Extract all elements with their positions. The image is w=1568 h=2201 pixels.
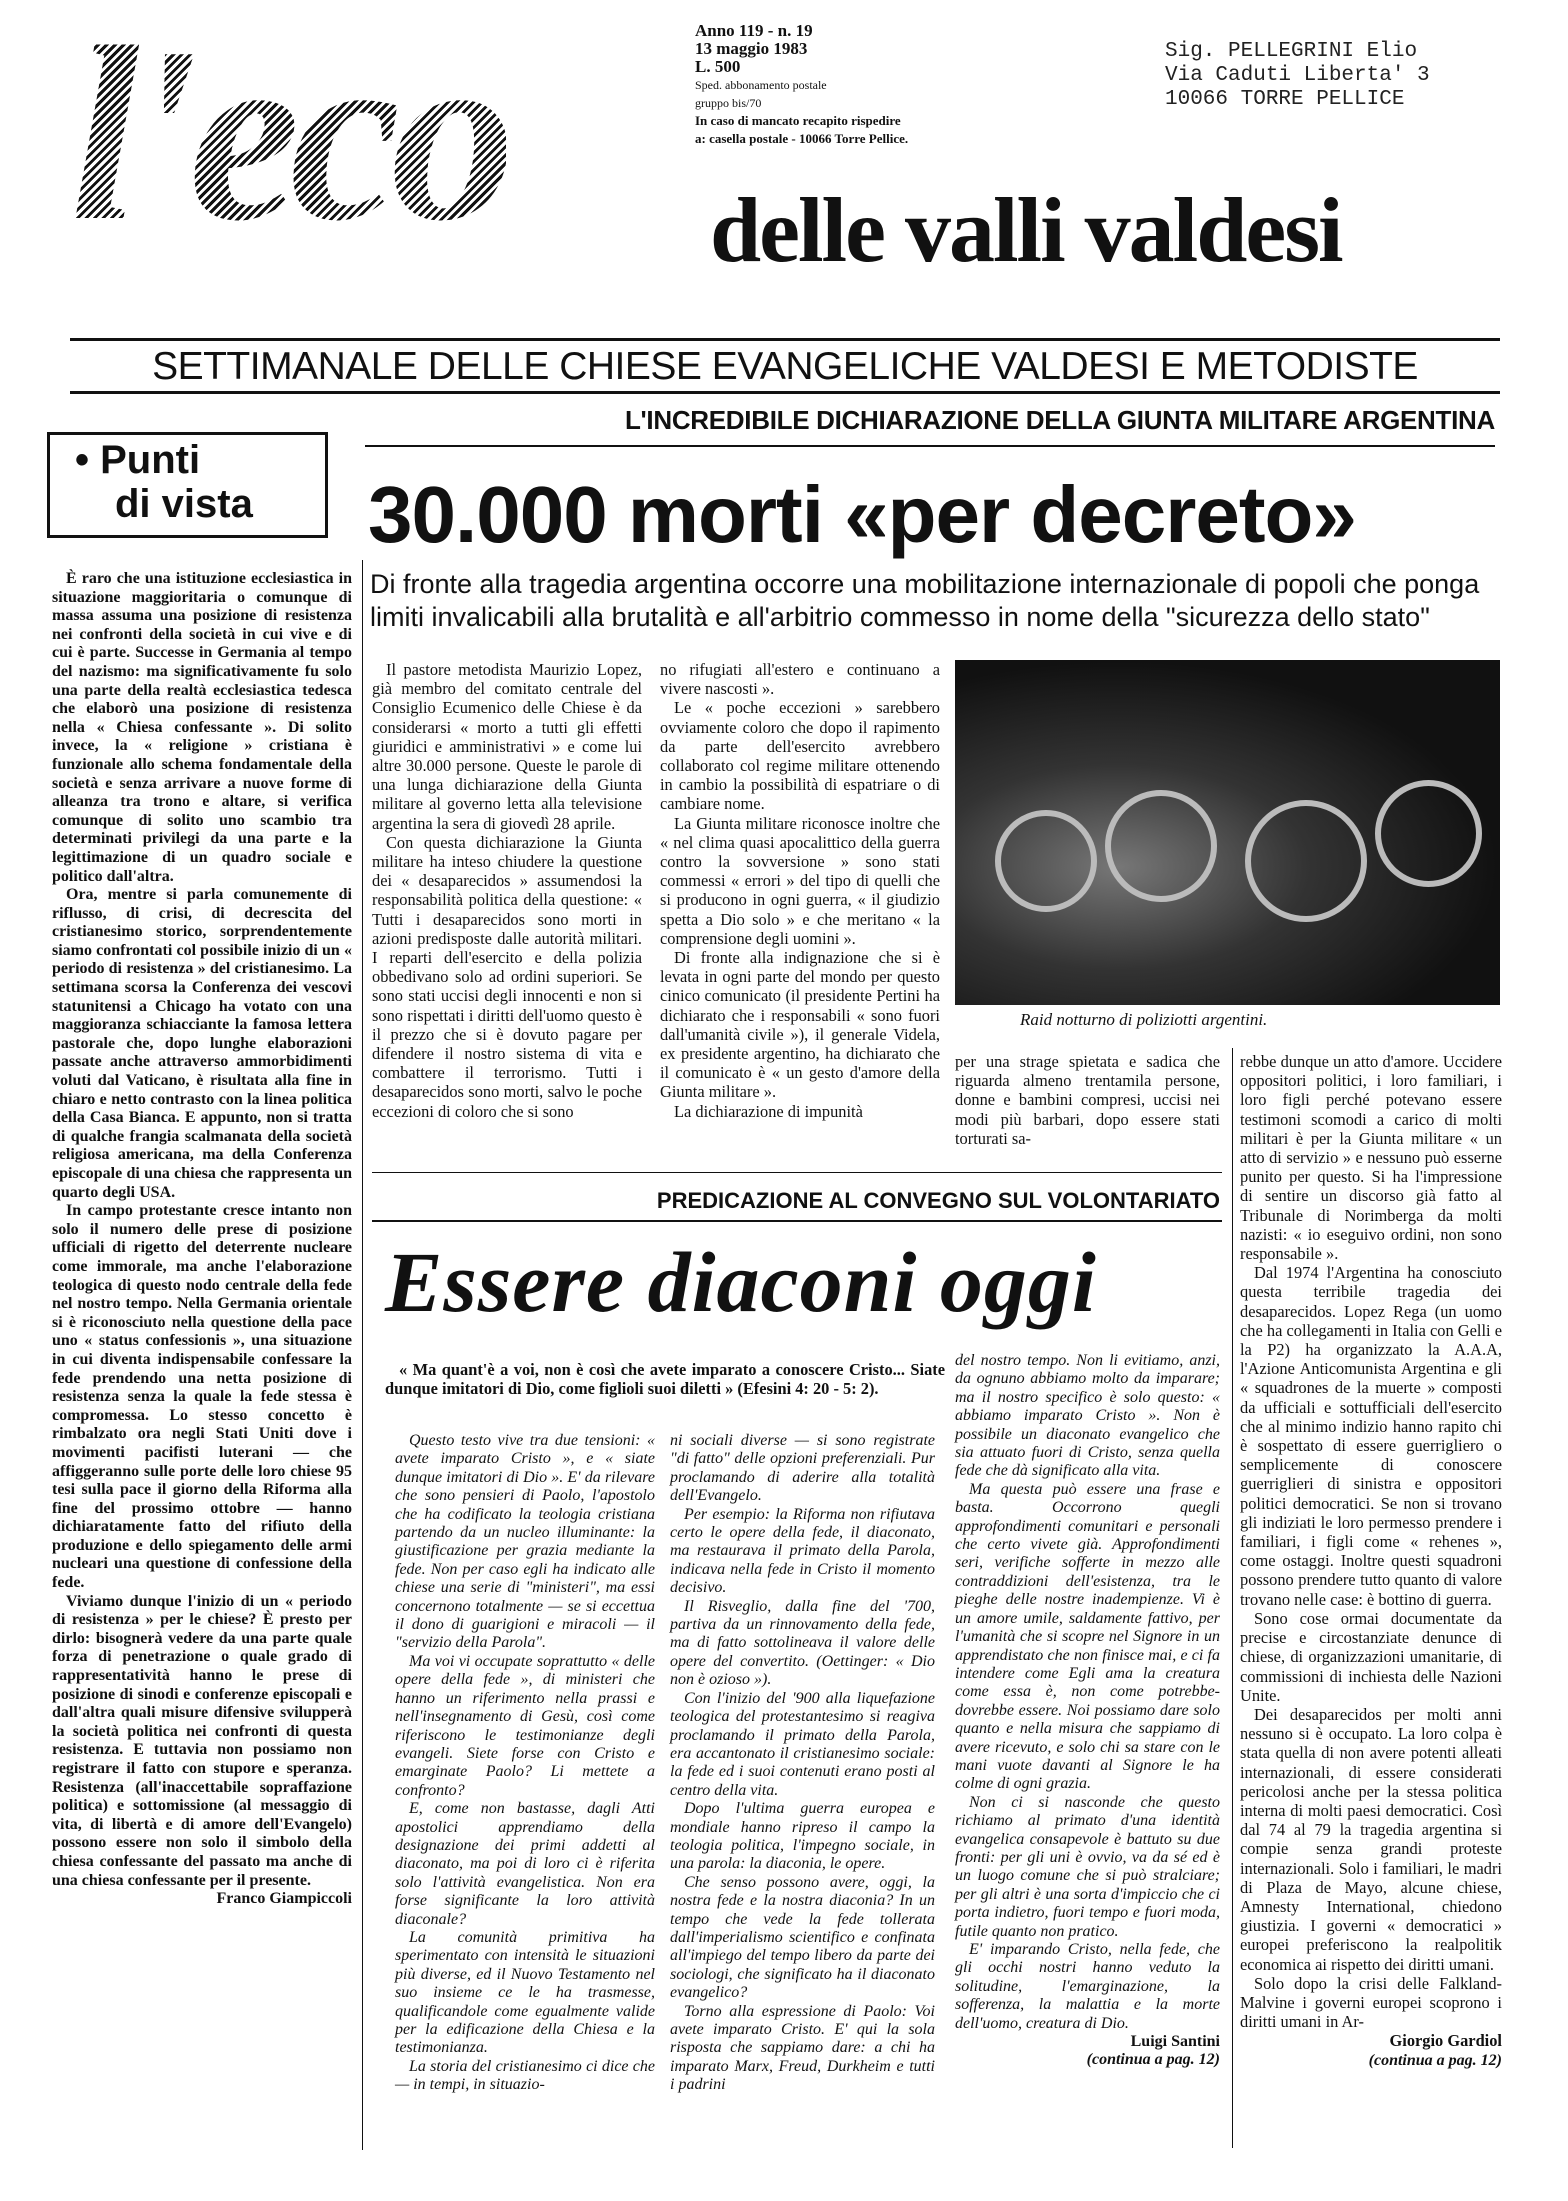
article1-col4 <box>1240 1052 1502 2070</box>
article2-paragraph: E' imparando Cristo, nella fede, che gli occhi nostri hanno veduto la solitudine, l'emarginazione, la sofferenza, la malattia e la morte dell'uomo, creatura di Dio. <box>955 1941 1220 2032</box>
article2-col1 <box>395 1432 655 2095</box>
article2-paragraph: Questo testo vive tra due tensioni: « avete imparato Cristo », e « siate dunque imitatori di Dio ». E' da rilevare che sono pensieri di Paolo, l'apostolo che ha codificato la teologia cristiana partendo da un nucleo illuminante: la giustificazione per grazia mediante la fede. Non per caso egli ha indicato alle chiese una serie di "ministeri", ma essi concernono totalmente — se si eccettua il dono di guarigioni e miracoli — il "servizio della Parola". <box>395 1432 655 1652</box>
issue-return-1: In caso di mancato recapito rispedire <box>695 113 901 128</box>
article2-paragraph: Ma questa può essere una frase e basta. Occorrono quegli approfondimenti comunitari e personali che certo vivete già. Approfondimenti seri, verifiche sofferte in mezzo alle contraddizioni dell'esistenza, tra le pieghe delle nostre inadempienze. Vi è un amore umile, saldamente fattivo, per l'umanità che si scopre nel Signore in un apprendistato che non finisce mai, e ci fa intendere come Egli ama la creatura come essa è, non come potrebbe-dovrebbe essere. Noi possiamo dare solo quanto e nella misura che sappiamo di avere ricevuto, e solo chi sa stare con le mani vuote davanti al Signore le ha colme di ogni grazia. <box>955 1480 1220 1793</box>
article1-continued: (continua a pag. 12) <box>1368 2051 1502 2069</box>
article1-paragraph: Solo dopo la crisi delle Falkland-Malvine i governi europei scoprono i diritti umani in Ar- <box>1240 1973 1502 2032</box>
pv-paragraph: In campo protestante cresce intanto non solo il numero delle prese di posizione ufficiali di rigetto del deterrente nucleare come immorale, ma anche l'elaborazione teologica di questo nodo centrale della fede nel nostro tempo. Nella Germania orientale si è riconosciuto nella questione della pace uno « status confessionis », una situazione in cui diventa indispensabile confessare la fede prendendo una netta posizione di resistenza senza la quale la fede stessa è compromessa. Lo stesso concetto è rimbalzato ora negli Stati Uniti dove i movimenti pacifisti luterani — che affiggeranno sulle porte delle loro chiese 95 tesi sulla pace il giorno della Riforma alla fine del prossimo ottobre — hanno dichiaratamente fatto del rifiuto della produzione e dello spiegamento delle armi nucleari una questione di confessione della fede. <box>52 1202 352 1592</box>
article1-paragraph: Sono cose ormai documentate da precise e circostanziate denunce di chiese, di organizzazioni umanitarie, di commissioni di inchiesta delle Nazioni Unite. <box>1240 1608 1502 1705</box>
article2-paragraph: Il Risveglio, dalla fine del '700, partiva da un rinnovamento della fede, ma di fatto sottolineava il valore delle opere del convertito. (Oettinger: « Dio non è ozioso »). <box>670 1597 935 1689</box>
pv-paragraph: Viviamo dunque l'inizio di un « periodo di resistenza » per le chiese? È presto per dirlo: bisognerà vedere da una parte quale forza di penetrazione o quale grado di rappresentatività hanno le prese di posizione di sinodi e conferenze episcopali e dall'altra quali misure difensive svilupperà la società politica nei confronti di questa resistenza. E tuttavia non possiamo non registrare il fatto con stupore e speranza. Resistenza (all'inaccettabile sopraffazione politica) e sottomissione (al messaggio di vita, di libertà e di amore dell'Evangelo) possono essere non solo il simbolo della chiesa confessante del passato ma anche di una chiesa confessante per il presente. <box>52 1592 352 1889</box>
issue-price: L. 500 <box>695 57 741 76</box>
article2-col2 <box>670 1432 935 2095</box>
article2-col3 <box>955 1352 1220 2070</box>
issue-info <box>695 22 908 148</box>
article1-paragraph: La dichiarazione di impunità <box>674 1101 863 1121</box>
article2-kicker: PREDICAZIONE AL CONVEGNO SUL VOLONTARIATO <box>656 1188 1220 1213</box>
article2-paragraph: ni sociali diverse — si sono registrate "di fatto" delle opzioni preferenziali. Pur proclamando di aderire alla totalità dell'Evangelo. <box>670 1432 935 1505</box>
punti-label: • Punti <box>75 438 201 482</box>
article1-col1 <box>372 660 642 1121</box>
article2-continued: (continua a pag. 12) <box>1086 2051 1220 2069</box>
article1-author: Giorgio Gardiol <box>1389 2031 1502 2051</box>
masthead-logo: l'eco <box>70 0 506 273</box>
subscriber-address <box>1165 40 1430 112</box>
address-city: 10066 TORRE PELLICE <box>1165 88 1405 111</box>
article2-paragraph: Per esempio: la Riforma non rifiutava certo le opere della fede, il diaconato, ma restaurava il primato della Parola, indicava nella fede in Cristo il momento decisivo. <box>670 1505 935 1597</box>
photo-caption: Raid notturno di poliziotti argentini. <box>1020 1010 1268 1029</box>
article1-col2 <box>660 660 940 1121</box>
pv-author: Franco Giampiccoli <box>216 1890 352 1908</box>
article2-author: Luigi Santini <box>1130 2033 1220 2051</box>
article1-paragraph: Dei desaparecidos per molti anni nessuno si è occupato. La loro colpa è stata quella di non avere potenti alleati internazionali, di essere considerati pericolosi anche per la stessa politica interna di molti paesi democratici. Così dal 74 al 79 la tragedia argentina si compie senza grandi proteste internazionali. Solo i familiari, le madri di Plaza de Mayo, alcune chiese, Amnesty International, chiedono giustizia. I governi « democratici » europei preferiscono la realpolitik economica ai rispetto dei diritti umani. <box>1240 1704 1502 1974</box>
masthead-tagline: SETTIMANALE DELLE CHIESE EVANGELICHE VALDESI E METODISTE <box>70 338 1500 394</box>
divider <box>365 445 1495 447</box>
article2-paragraph: Non ci si nasconde che questo richiamo al primato d'una identità evangelica consapevole è battuto su due fronti: per gli uni è ovvio, va da sé ed è un luogo comune che si può stralciare; per gli altri è una sorta d'impiccio che ci porta indietro, fuori tempo e fuori moda, futile quanto non pratico. <box>955 1793 1220 1940</box>
issue-postal: Sped. abbonamento postale <box>695 78 827 92</box>
issue-number: Anno 119 - n. 19 <box>695 21 813 40</box>
article1-kicker: L'INCREDIBILE DICHIARAZIONE DELLA GIUNTA MILITARE ARGENTINA <box>624 405 1495 435</box>
punti-di-vista-column <box>52 570 352 1909</box>
article2-paragraph: La storia del cristianesimo ci dice che — in tempi, in situazio- <box>395 2057 655 2094</box>
article1-paragraph: Il pastore metodista Maurizio Lopez, già membro del comitato centrale del Consiglio Ecumenico delle Chiese è da considerarsi « morto a tutti gli effetti giuridici e amministrativi » e come lui altre 30.000 persone. Queste le parole di una lunga dichiarazione della Giunta militare al governo letta alla televisione argentina la sera di giovedì 28 aprile. <box>372 660 642 833</box>
issue-return-2: a: casella postale - 10066 Torre Pellice. <box>695 131 909 146</box>
photo-wheel <box>1105 790 1217 902</box>
article1-paragraph: per una strage spietata e sadica che riguarda almeno trentamila persone, donne e bambini compresi, uccisi nei modi più barbari, dopo essere stati torturati sa- <box>955 1052 1220 1148</box>
article2-epigraph: « Ma quant'è a voi, non è così che avete imparato a conoscere Cristo... Siate dunque imitatori di Dio, come figlioli suoi diletti » (Efesini 4: 20 - 5: 2). <box>385 1360 945 1398</box>
police-raid-photo <box>955 660 1500 1005</box>
article2-headline: Essere diaconi oggi <box>385 1234 1097 1330</box>
address-street: Via Caduti Liberta' 3 <box>1165 64 1430 87</box>
article2-paragraph: del nostro tempo. Non li evitiamo, anzi, da ognuno abbiamo molto da imparare; ma il nostro specifico è solo questo: « abbiamo imparato Cristo ». Non è possibile un diaconato evangelico che sia attuato fuori di Cristo, senza quella fede che dà significato alla vita. <box>955 1352 1220 1480</box>
di-vista-label: di vista <box>115 482 253 526</box>
article2-paragraph: Torno alla espressione di Paolo: Voi avete imparato Cristo. E' qui la sola risposta che sappiamo dare: a chi ha imparato Marx, Freud, Durkheim e tutti i padrini <box>670 2002 935 2094</box>
article1-paragraph: Con questa dichiarazione la Giunta militare ha inteso chiudere la questione dei « desaparecidos » assumendosi la responsabilità politica della questione: « Tutti i desaparecidos sono morti in azioni predisposte dalle autorità militari. I reparti dell'esercito e della polizia obbedivano solo ad ordini superiori. Se sono stati uccisi degli innocenti e non si sono rispettati i diritti dell'uomo questo è il prezzo che si è dovuto pagare per difendere il nostro sistema di vita e combattere il terrorismo. Tutti i desaparecidos sono morti, salvo le poche eccezioni di coloro che si sono <box>372 832 642 1121</box>
column-divider <box>362 560 363 2150</box>
article1-paragraph: Dal 1974 l'Argentina ha conosciuto questa terribile tragedia dei desaparecidos. Lopez Rega (un uomo che ha collegamenti in Italia con Gelli e la P2) ha organizzato la A.A.A, l'Azione Anticomunista Argentina e gli « squadrones de la muerte » composti da ufficiali e sottufficiali dell'esercito che al minimo indizio hanno rapito chi è sospettato di essere guerrigliero o semplicemente di conoscere guerriglieri di sinistra e oppositori politici democratici. Se non si trovano gli indiziati le loro permesso prendere i familiari, i figli come « rehenes », come ostaggi. Inoltre questi squadroni possono prendere tutto quanto di valore trovano nelle case: è bottino di guerra. <box>1240 1263 1502 1609</box>
punti-di-vista-label <box>75 438 253 526</box>
article2-paragraph: Con l'inizio del '900 alla liquefazione teologica del protestantesimo si reagiva proclamando il primato della Parola, era accantonato il cristianesimo sociale: la fede ed i suoi contenuti erano posti al centro della vita. <box>670 1689 935 1799</box>
photo-wheel <box>995 810 1097 912</box>
article1-col3 <box>955 1052 1220 1148</box>
article2-paragraph: Che senso possono avere, oggi, la nostra fede e la nostra diaconia? In un tempo che vede la fede tollerata dall'imperialismo scientifico e confinata all'impiego del tempo libero da parte dei sociologi, che significato ha il diaconato evangelico? <box>670 1873 935 2002</box>
pv-paragraph: È raro che una istituzione ecclesiastica in situazione maggioritaria o comunque di massa assuma una posizione di resistenza nei confronti della società in cui vive e di cui è parte. Successe in Germania al tempo del nazismo: ma significativamente fu solo una parte della realtà ecclesiastica tedesca che elaborò una posizione di resistenza nella « Chiesa confessante ». Di solito invece, la « religione » cristiana è funzionale allo schema fondamentale della società e senza arrivare a nuove forme di alleanza tra trono e altare, si verifica comunque di solito uno scambio tra determinati privilegi da una parte e la legittimazione di un quadro sociale e politico dall'altra. <box>52 570 352 885</box>
masthead-subtitle: delle valli valdesi <box>710 179 1342 281</box>
issue-date: 13 maggio 1983 <box>695 39 808 58</box>
divider <box>372 1220 1222 1222</box>
article2-paragraph: Ma voi vi occupate soprattutto « delle opere della fede », di ministeri che hanno un riferimento nella prassi e nell'insegnamento di Gesù, così come riferiscono le testimonianze degli evangeli. Siete forse con Cristo e emarginate Paolo? Li mettete a confronto? <box>395 1652 655 1799</box>
divider <box>372 1172 1222 1173</box>
article2-paragraph: Dopo l'ultima guerra europea e mondiale hanno ripreso il campo la teologia politica, l'impegno sociale, in una parola: la diaconia, le opere. <box>670 1800 935 1873</box>
article2-paragraph: E, come non bastasse, dagli Atti apostolici apprendiamo della designazione dei primi addetti al diaconato, ma poi di loro ci è riferita solo l'attività evangelistica. Non era forse significante la loro attività diaconale? <box>395 1800 655 1928</box>
article2-paragraph: La comunità primitiva ha sperimentato con intensità le situazioni più diverse, ed il Nuovo Testamento nel suo insieme ce le ha trasmesse, qualificandole come egualmente valide per la edificazione della Chiesa e la testimonianza. <box>395 1928 655 2057</box>
article1-paragraph: no rifugiati all'estero e continuano a vivere nascosti ». <box>660 660 940 699</box>
address-name: Sig. PELLEGRINI Elio <box>1165 40 1418 63</box>
article1-deck: Di fronte alla tragedia argentina occorre una mobilitazione internazionale di popoli che ponga limiti invalicabili alla brutalità e all'arbitrio commesso in nome della "sicurezza dello stato" <box>370 569 1480 632</box>
pv-paragraph: Ora, mentre si parla comunemente di riflusso, di crisi, di decrescita del cristianesimo storico, sorprendentemente siamo confrontati col possibile inizio di un « periodo di resistenza » del cristianesimo. La settimana scorsa la Conferenza dei vescovi statunitensi a Chicago ha votato con una maggioranza schiacciante la famosa lettera pastorale che, dopo lunghe elaborazioni passate anche attraverso ammorbidimenti voluti dal Vaticano, è risultata alla fine in chiaro e netto contrasto con la linea politica della Casa Bianca. E appunto, non si tratta di qualche frangia scalmanata della società religiosa americana, ma della Conferenza episcopale di una chiesa che rappresenta un quarto degli USA. <box>52 886 352 1201</box>
photo-wheel <box>1375 780 1482 887</box>
photo-wheel <box>1245 800 1367 922</box>
issue-group: gruppo bis/70 <box>695 96 762 110</box>
article1-headline: 30.000 morti «per decreto» <box>368 470 1356 559</box>
article1-paragraph: La Giunta militare riconosce inoltre che « nel clima quasi apocalittico della guerra contro la sovversione » sono stati commessi « errori » del tipo di quelli che si producono in ogni guerra, « il giudizio spetta a Dio solo » e che meritano « la comprensione degli uomini ». <box>660 813 940 948</box>
article1-paragraph: Le « poche eccezioni » sarebbero ovviamente coloro che dopo il rapimento da parte dell'esercito avrebbero collaborato col regime militare ottenendo in cambio la possibilità di espatriare o di cambiare nome. <box>660 698 940 814</box>
article1-paragraph: Di fronte alla indignazione che si è levata in ogni parte del mondo per questo cinico comunicato (il presidente Pertini ha dichiarato che i responsabili « sono fuori dall'umanità civile »), il generale Videla, ex presidente argentino, ha dichiarato che il comunicato è « un gesto d'amore della Giunta militare ». <box>660 948 940 1102</box>
column-divider <box>1232 1048 1233 2148</box>
article1-paragraph: rebbe dunque un atto d'amore. Uccidere oppositori politici, i loro familiari, i loro figli perché potevano essere testimoni scomodi a carico di molti militari è per la Giunta militare « un atto di servizio » e nessuno può esserne punito per questo. Si ha l'impressione di sentire un discorso già fatto al Tribunale di Norimberga da molti nazisti: « io eseguivo ordini, non sono responsabile ». <box>1240 1052 1502 1264</box>
